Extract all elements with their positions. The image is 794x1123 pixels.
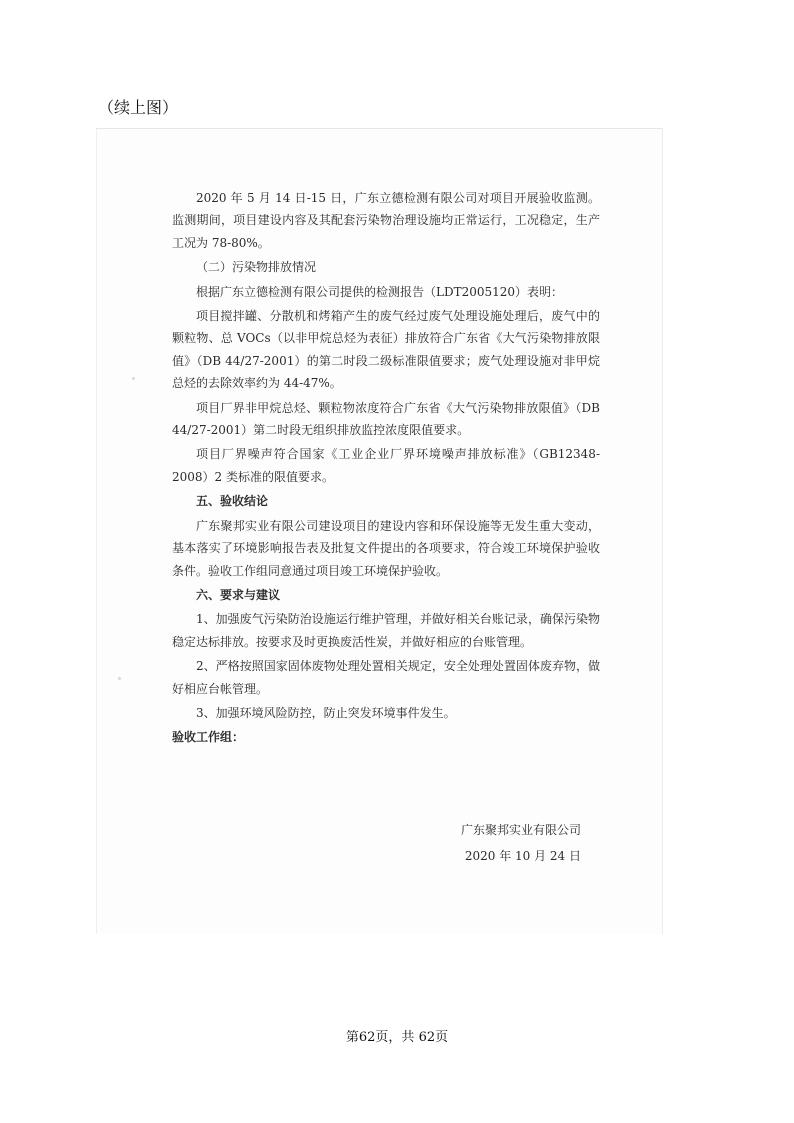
paragraph-boundary-emission: 项目厂界非甲烷总烃、颗粒物浓度符合广东省《大气污染物排放限值》（DB 44/27-2001）第二时段无组织排放监控浓度限值要求。: [172, 400, 600, 438]
requirement-item-1: 1、加强废气污染防治设施运行维护管理，并做好相关台账记录，确保污染物稳定达标排放。按要求及时更换废活性炭，并做好相应的台账管理。: [172, 612, 600, 649]
requirement-item-3: 3、加强环境风险防控，防止突发环境事件发生。: [196, 705, 456, 720]
paragraph-monitoring: 2020 年 5 月 14 日-15 日，广东立德检测有限公司对项目开展验收监测。监测期间，项目建设内容及其配套污染物治理设施均正常运行，工况稳定，生产工况为 78-80%。: [172, 191, 600, 250]
continuation-note: （续上图）: [98, 98, 179, 117]
paragraph-report-reference: 根据广东立德检测有限公司提供的检测报告（LDT2005120）表明：: [196, 284, 564, 299]
heading-conclusion: 五、验收结论: [196, 494, 269, 509]
scanned-document-page: [96, 128, 663, 934]
scan-speck: [132, 377, 135, 380]
paragraph-noise: 项目厂界噪声符合国家《工业企业厂界环境噪声排放标准》（GB12348-2008）2 类标准的限值要求。: [172, 447, 600, 484]
scan-speck: [118, 677, 121, 680]
requirement-item-2: 2、严格按照国家固体废物处理处置相关规定，安全处理处置固体废弃物，做好相应台帐管理。: [172, 659, 600, 696]
paragraph-conclusion: 广东聚邦实业有限公司建设项目的建设内容和环保设施等无发生重大变动，基本落实了环境影响报告表及批复文件提出的各项要求，符合竣工环境保护验收条件。验收工作组同意通过项目竣工环境保护验收。: [172, 518, 600, 578]
acceptance-group-label: 验收工作组：: [172, 730, 245, 745]
signature-date: 2020 年 10 月 24 日: [464, 849, 581, 863]
document-body: [172, 187, 600, 751]
heading-pollutant-emission: （二）污染物排放情况: [196, 260, 317, 275]
paragraph-exhaust-gas: 项目搅拌罐、分散机和烤箱产生的废气经过废气处理设施处理后，废气中的颗粒物、总 VOCs（以非甲烷总烃为表征）排放符合广东省《大气污染物排放限值》（DB 44/27-2001）的第二时段二级标准限值要求；废气处理设施对非甲烷总烃的去除效率约为 44-47%。: [172, 309, 600, 391]
signature-company: 广东聚邦实业有限公司: [460, 823, 581, 837]
page-footer: 第62页，共 62页: [345, 1030, 449, 1045]
heading-requirements: 六、要求与建议: [196, 587, 281, 602]
